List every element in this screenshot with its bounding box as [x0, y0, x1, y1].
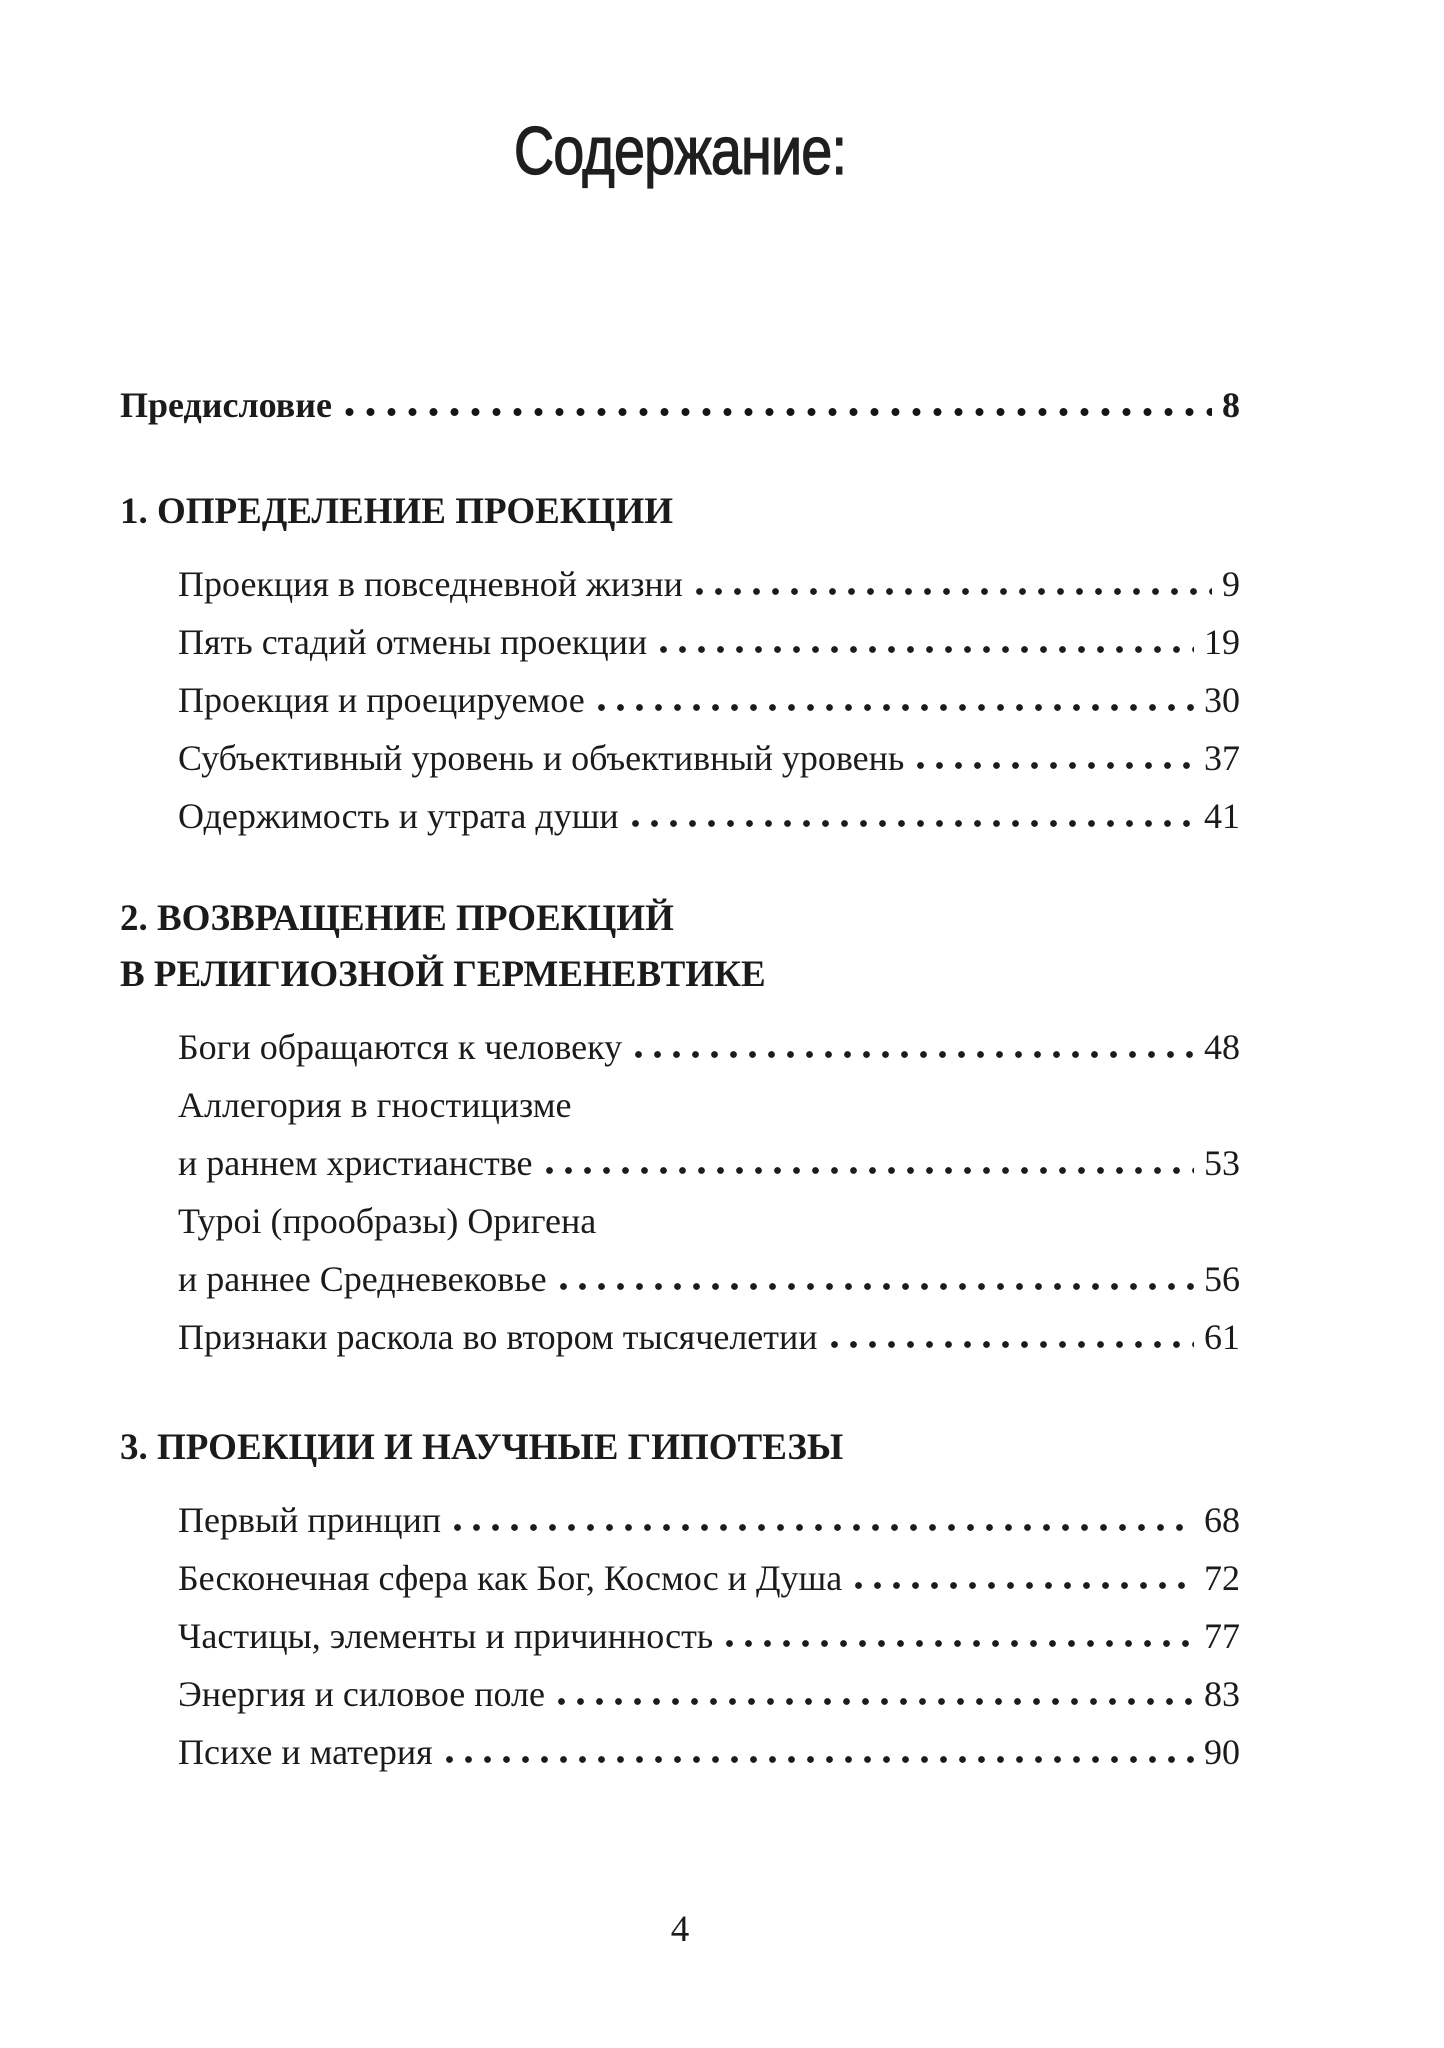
- toc-item-label-line-1: Аллегория в гностицизме: [178, 1085, 572, 1125]
- toc-item-page-number: 90: [1204, 1732, 1240, 1772]
- section-1-heading: 1. ОПРЕДЕЛЕНИЕ ПРОЕКЦИИ: [120, 491, 674, 532]
- toc-item-label: Проекция и проецируемое: [178, 680, 585, 720]
- toc-item: [178, 1192, 1240, 1308]
- toc-item-label: Одержимость и утрата души: [178, 796, 619, 836]
- toc-item-label-line-2: и раннее Средневековье: [178, 1259, 547, 1299]
- toc-section-2: [120, 891, 1240, 1366]
- toc-content: [120, 0, 1240, 1781]
- toc-item: [178, 1491, 1240, 1549]
- dot-leader: [720, 1639, 1194, 1648]
- toc-item-label-line-2: и раннем христианстве: [178, 1143, 533, 1183]
- dot-leader: [554, 1282, 1194, 1291]
- toc-item: [178, 787, 1240, 845]
- toc-item: [178, 729, 1240, 787]
- dot-leader: [849, 1581, 1194, 1590]
- toc-item-page-number: 48: [1204, 1027, 1240, 1067]
- toc-item-label: Первый принцип: [178, 1500, 442, 1540]
- toc-item-page-number: 61: [1204, 1317, 1240, 1357]
- toc-preface-row: [120, 376, 1240, 434]
- toc-item: [178, 1076, 1240, 1192]
- dot-leader: [626, 819, 1194, 828]
- section-2-heading: [120, 891, 1240, 1003]
- dot-leader: [629, 1050, 1194, 1059]
- section-2-heading-line-2: В РЕЛИГИОЗНОЙ ГЕРМЕНЕВТИКЕ: [120, 954, 766, 995]
- toc-item-page-number: 9: [1222, 564, 1240, 604]
- page-title: Содержание:: [513, 113, 847, 189]
- preface-label: Предисловие: [120, 385, 332, 425]
- toc-item-label: Энергия и силовое поле: [178, 1674, 545, 1714]
- toc-item-page-number: 56: [1204, 1259, 1240, 1299]
- toc-item-page-number: 19: [1204, 622, 1240, 662]
- toc-item: [178, 555, 1240, 613]
- toc-item: [178, 1308, 1240, 1366]
- toc-item-label: Боги обращаются к человеку: [178, 1027, 623, 1067]
- toc-item: [178, 1018, 1240, 1076]
- toc-item-label: Частицы, элементы и причинность: [178, 1616, 714, 1656]
- toc-item: [178, 1723, 1240, 1781]
- section-2-heading-line-1: 2. ВОЗВРАЩЕНИЕ ПРОЕКЦИЙ: [120, 898, 674, 939]
- table-of-contents: [120, 376, 1240, 1781]
- toc-item-label: Признаки раскола во втором тысячелетии: [178, 1317, 818, 1357]
- toc-item: [178, 1665, 1240, 1723]
- footer-page-number: 4: [670, 1909, 690, 1950]
- dot-leader: [448, 1523, 1194, 1532]
- toc-item-label: Субъективный уровень и объективный уровень: [178, 738, 905, 778]
- dot-leader: [592, 703, 1194, 712]
- section-1-items: [120, 555, 1240, 845]
- toc-item: [178, 671, 1240, 729]
- dot-leader: [440, 1755, 1194, 1764]
- dot-leader: [911, 761, 1194, 770]
- toc-item-page-number: 37: [1204, 738, 1240, 778]
- toc-item: [178, 613, 1240, 671]
- dot-leader: [690, 587, 1212, 596]
- toc-item-page-number: 30: [1204, 680, 1240, 720]
- toc-item-page-number: 72: [1204, 1558, 1240, 1598]
- toc-item-page-number: 68: [1204, 1500, 1240, 1540]
- dot-leader: [339, 407, 1212, 417]
- toc-item-page-number: 77: [1204, 1616, 1240, 1656]
- dot-leader: [654, 645, 1194, 654]
- toc-item-page-number: 41: [1204, 796, 1240, 836]
- toc-item-label: Проекция в повседневной жизни: [178, 564, 683, 604]
- dot-leader: [552, 1697, 1194, 1706]
- section-3-items: [120, 1491, 1240, 1781]
- toc-item-label-line-1: Typoi (прообразы) Оригена: [178, 1201, 597, 1241]
- toc-item-page-number: 53: [1204, 1143, 1240, 1183]
- toc-item-label: Психе и материя: [178, 1732, 433, 1772]
- toc-item-page-number: 83: [1204, 1674, 1240, 1714]
- toc-item-label: Бесконечная сфера как Бог, Космос и Душа: [178, 1558, 843, 1598]
- toc-item: [178, 1549, 1240, 1607]
- toc-item-label: Пять стадий отмены проекции: [178, 622, 648, 662]
- dot-leader: [540, 1166, 1195, 1175]
- toc-section-3: [120, 1420, 1240, 1781]
- preface-page-number: 8: [1222, 385, 1240, 425]
- dot-leader: [825, 1340, 1194, 1349]
- toc-section-1: [120, 484, 1240, 845]
- section-3-heading: 3. ПРОЕКЦИИ И НАУЧНЫЕ ГИПОТЕЗЫ: [120, 1427, 844, 1468]
- section-2-items: [120, 1018, 1240, 1366]
- toc-item: [178, 1607, 1240, 1665]
